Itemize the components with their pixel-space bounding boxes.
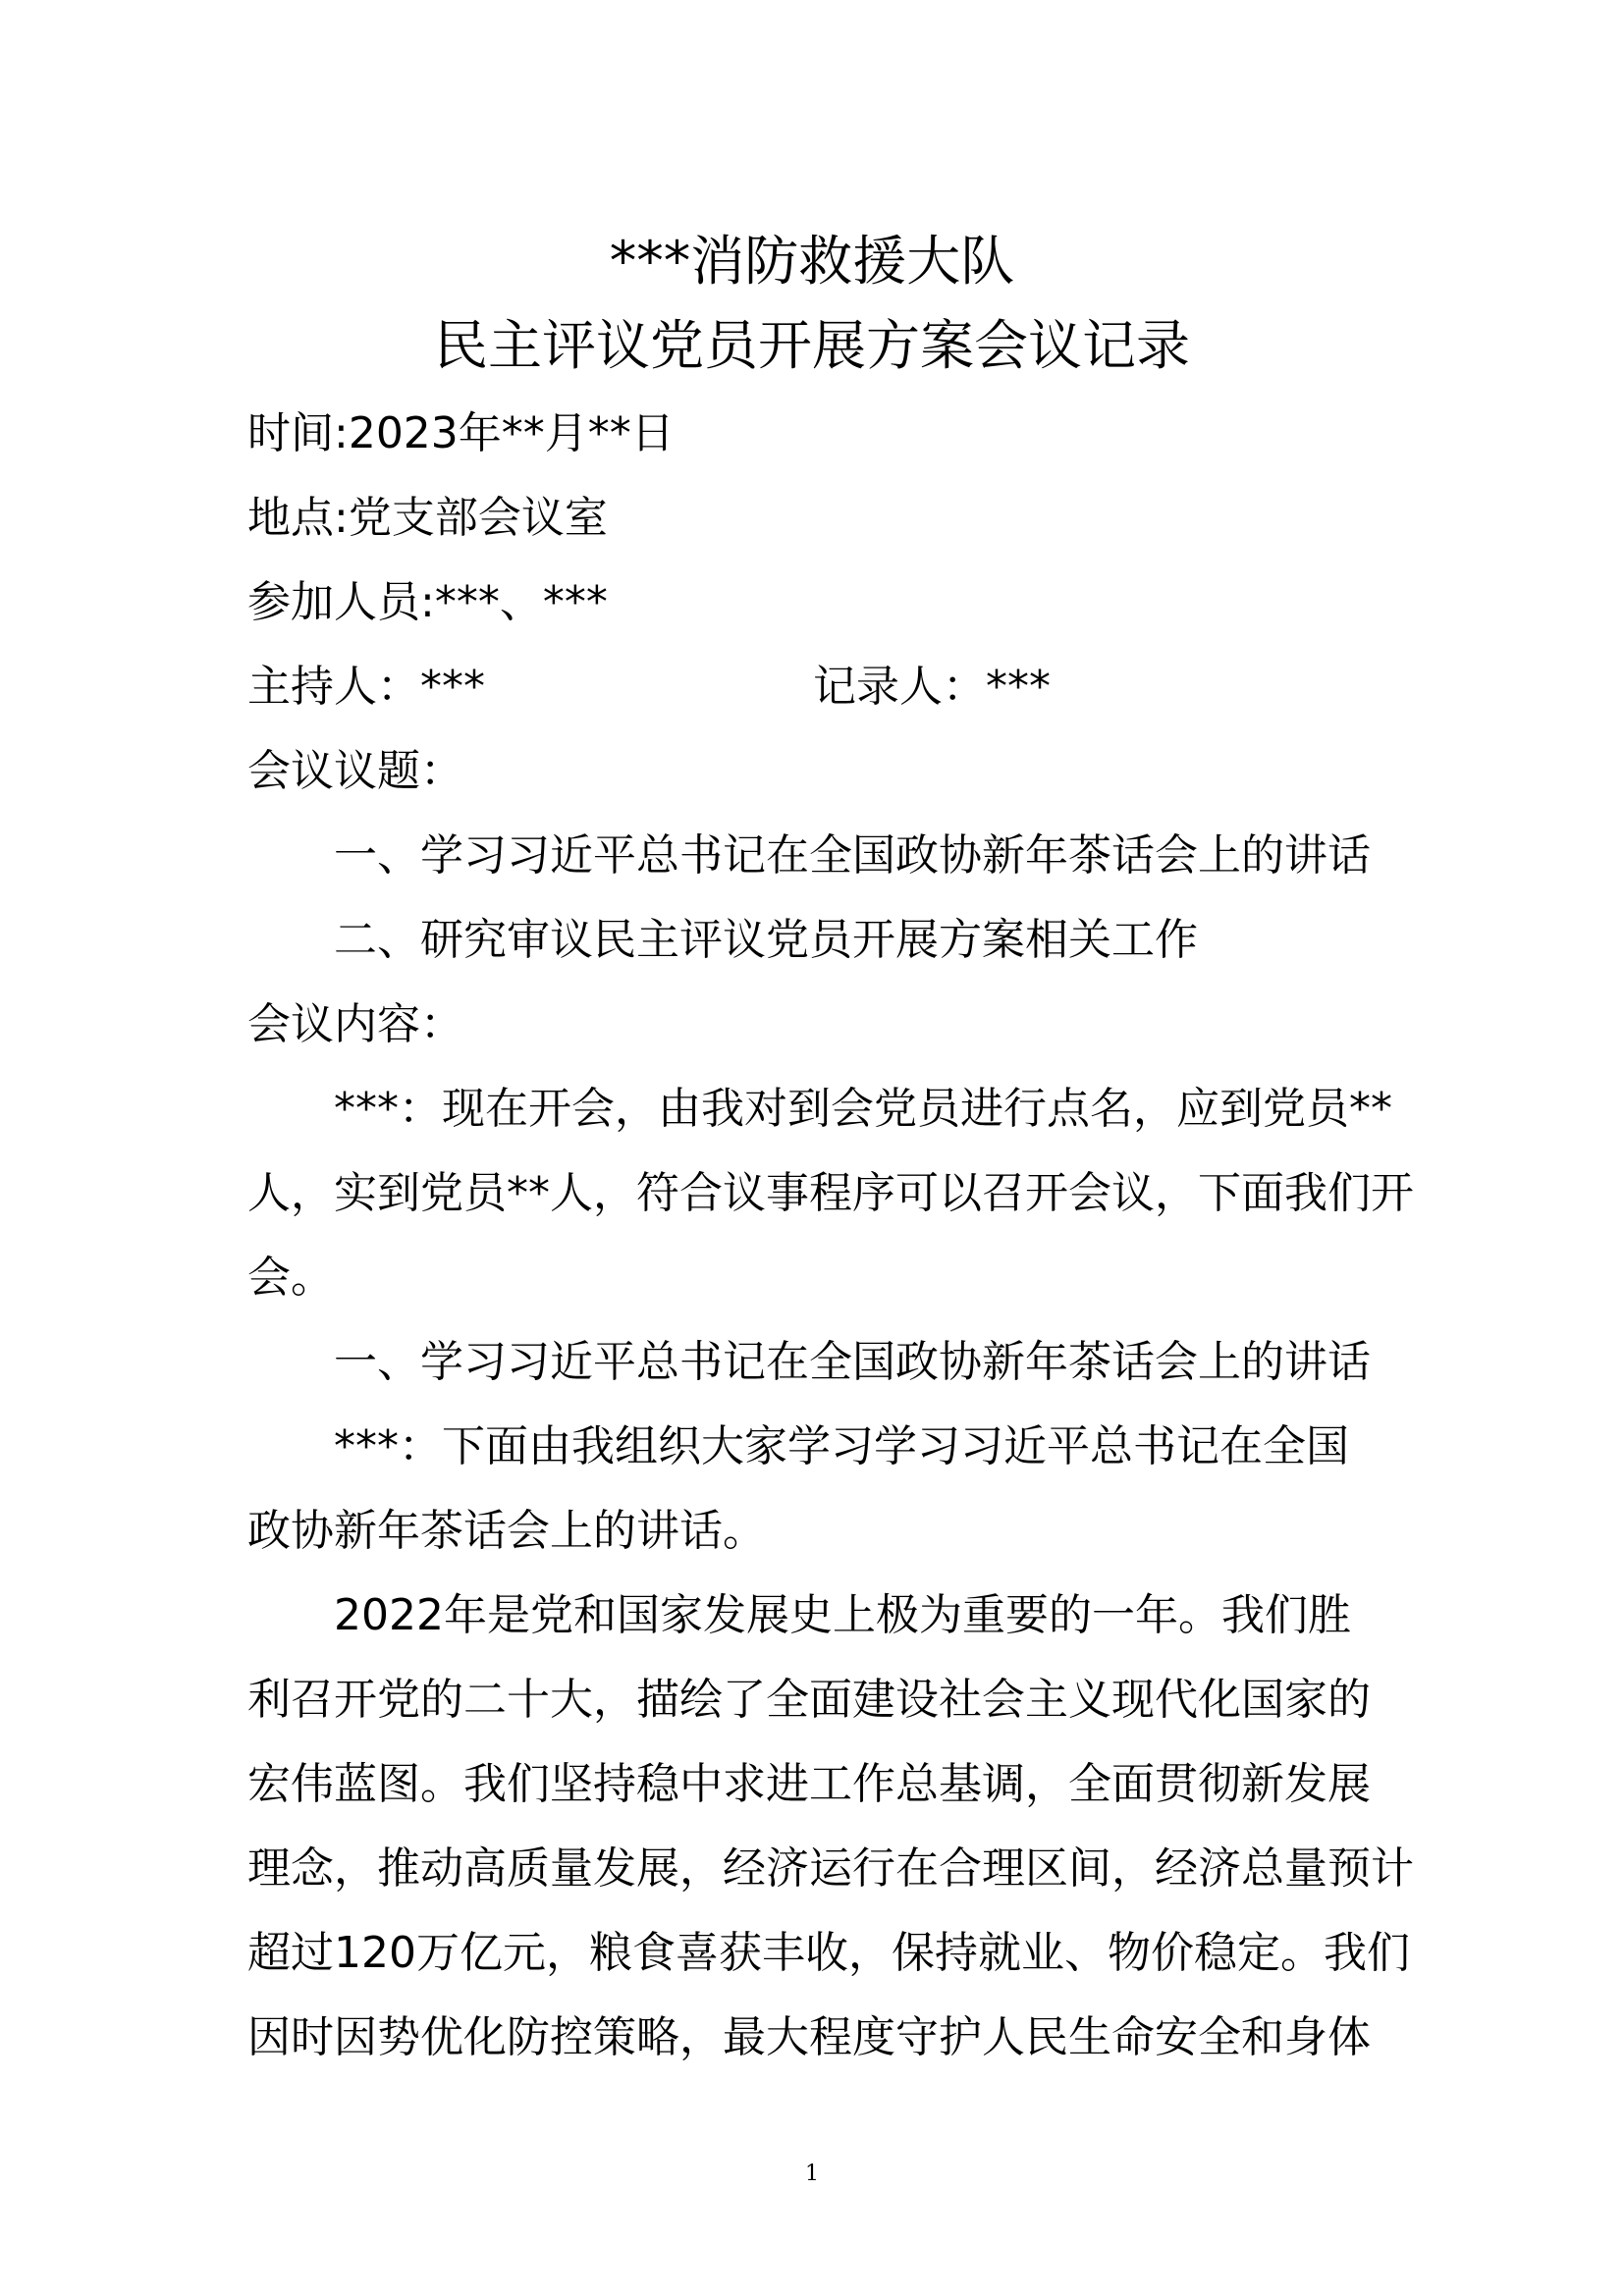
meeting-location: 地点:党支部会议室 xyxy=(247,493,608,543)
body-line: 理念，推动高质量发展，经济运行在合理区间，经济总量预计 xyxy=(247,1843,1414,1894)
meeting-host: 主持人：*** xyxy=(247,662,485,712)
meeting-time: 时间:2023年**月**日 xyxy=(247,408,675,458)
body-line: 政协新年茶话会上的讲话。 xyxy=(247,1506,766,1556)
agenda-item: 二、研究审议民主评议党员开展方案相关工作 xyxy=(334,915,1198,965)
body-line: ***：下面由我组织大家学习学习习近平总书记在全国 xyxy=(334,1421,1349,1471)
body-line: ***：现在开会，由我对到会党员进行点名，应到党员** xyxy=(334,1084,1392,1134)
document-title-line-1: ***消防救援大队 xyxy=(609,230,1015,293)
body-line: 一、学习习近平总书记在全国政协新年茶话会上的讲话 xyxy=(334,1337,1371,1387)
meeting-recorder: 记录人：*** xyxy=(813,662,1051,712)
body-line: 因时因势优化防控策略，最大程度守护人民生命安全和身体 xyxy=(247,2012,1371,2062)
body-line: 超过120万亿元，粮食喜获丰收，保持就业、物价稳定。我们 xyxy=(247,1928,1410,1978)
body-line: 宏伟蓝图。我们坚持稳中求进工作总基调，全面贯彻新发展 xyxy=(247,1759,1371,1809)
body-line: 人，实到党员**人，符合议事程序可以召开会议，下面我们开 xyxy=(247,1168,1414,1218)
agenda-item: 一、学习习近平总书记在全国政协新年茶话会上的讲话 xyxy=(334,830,1371,881)
meeting-participants: 参加人员:***、*** xyxy=(247,577,608,627)
body-line: 2022年是党和国家发展史上极为重要的一年。我们胜 xyxy=(334,1590,1351,1640)
page-number: 1 xyxy=(805,2162,819,2186)
body-line: 会。 xyxy=(247,1253,334,1303)
content-label: 会议内容： xyxy=(247,999,463,1049)
agenda-label: 会议议题： xyxy=(247,746,463,796)
document-title-line-2: 民主评议党员开展方案会议记录 xyxy=(433,314,1190,377)
body-line: 利召开党的二十大，描绘了全面建设社会主义现代化国家的 xyxy=(247,1675,1371,1725)
